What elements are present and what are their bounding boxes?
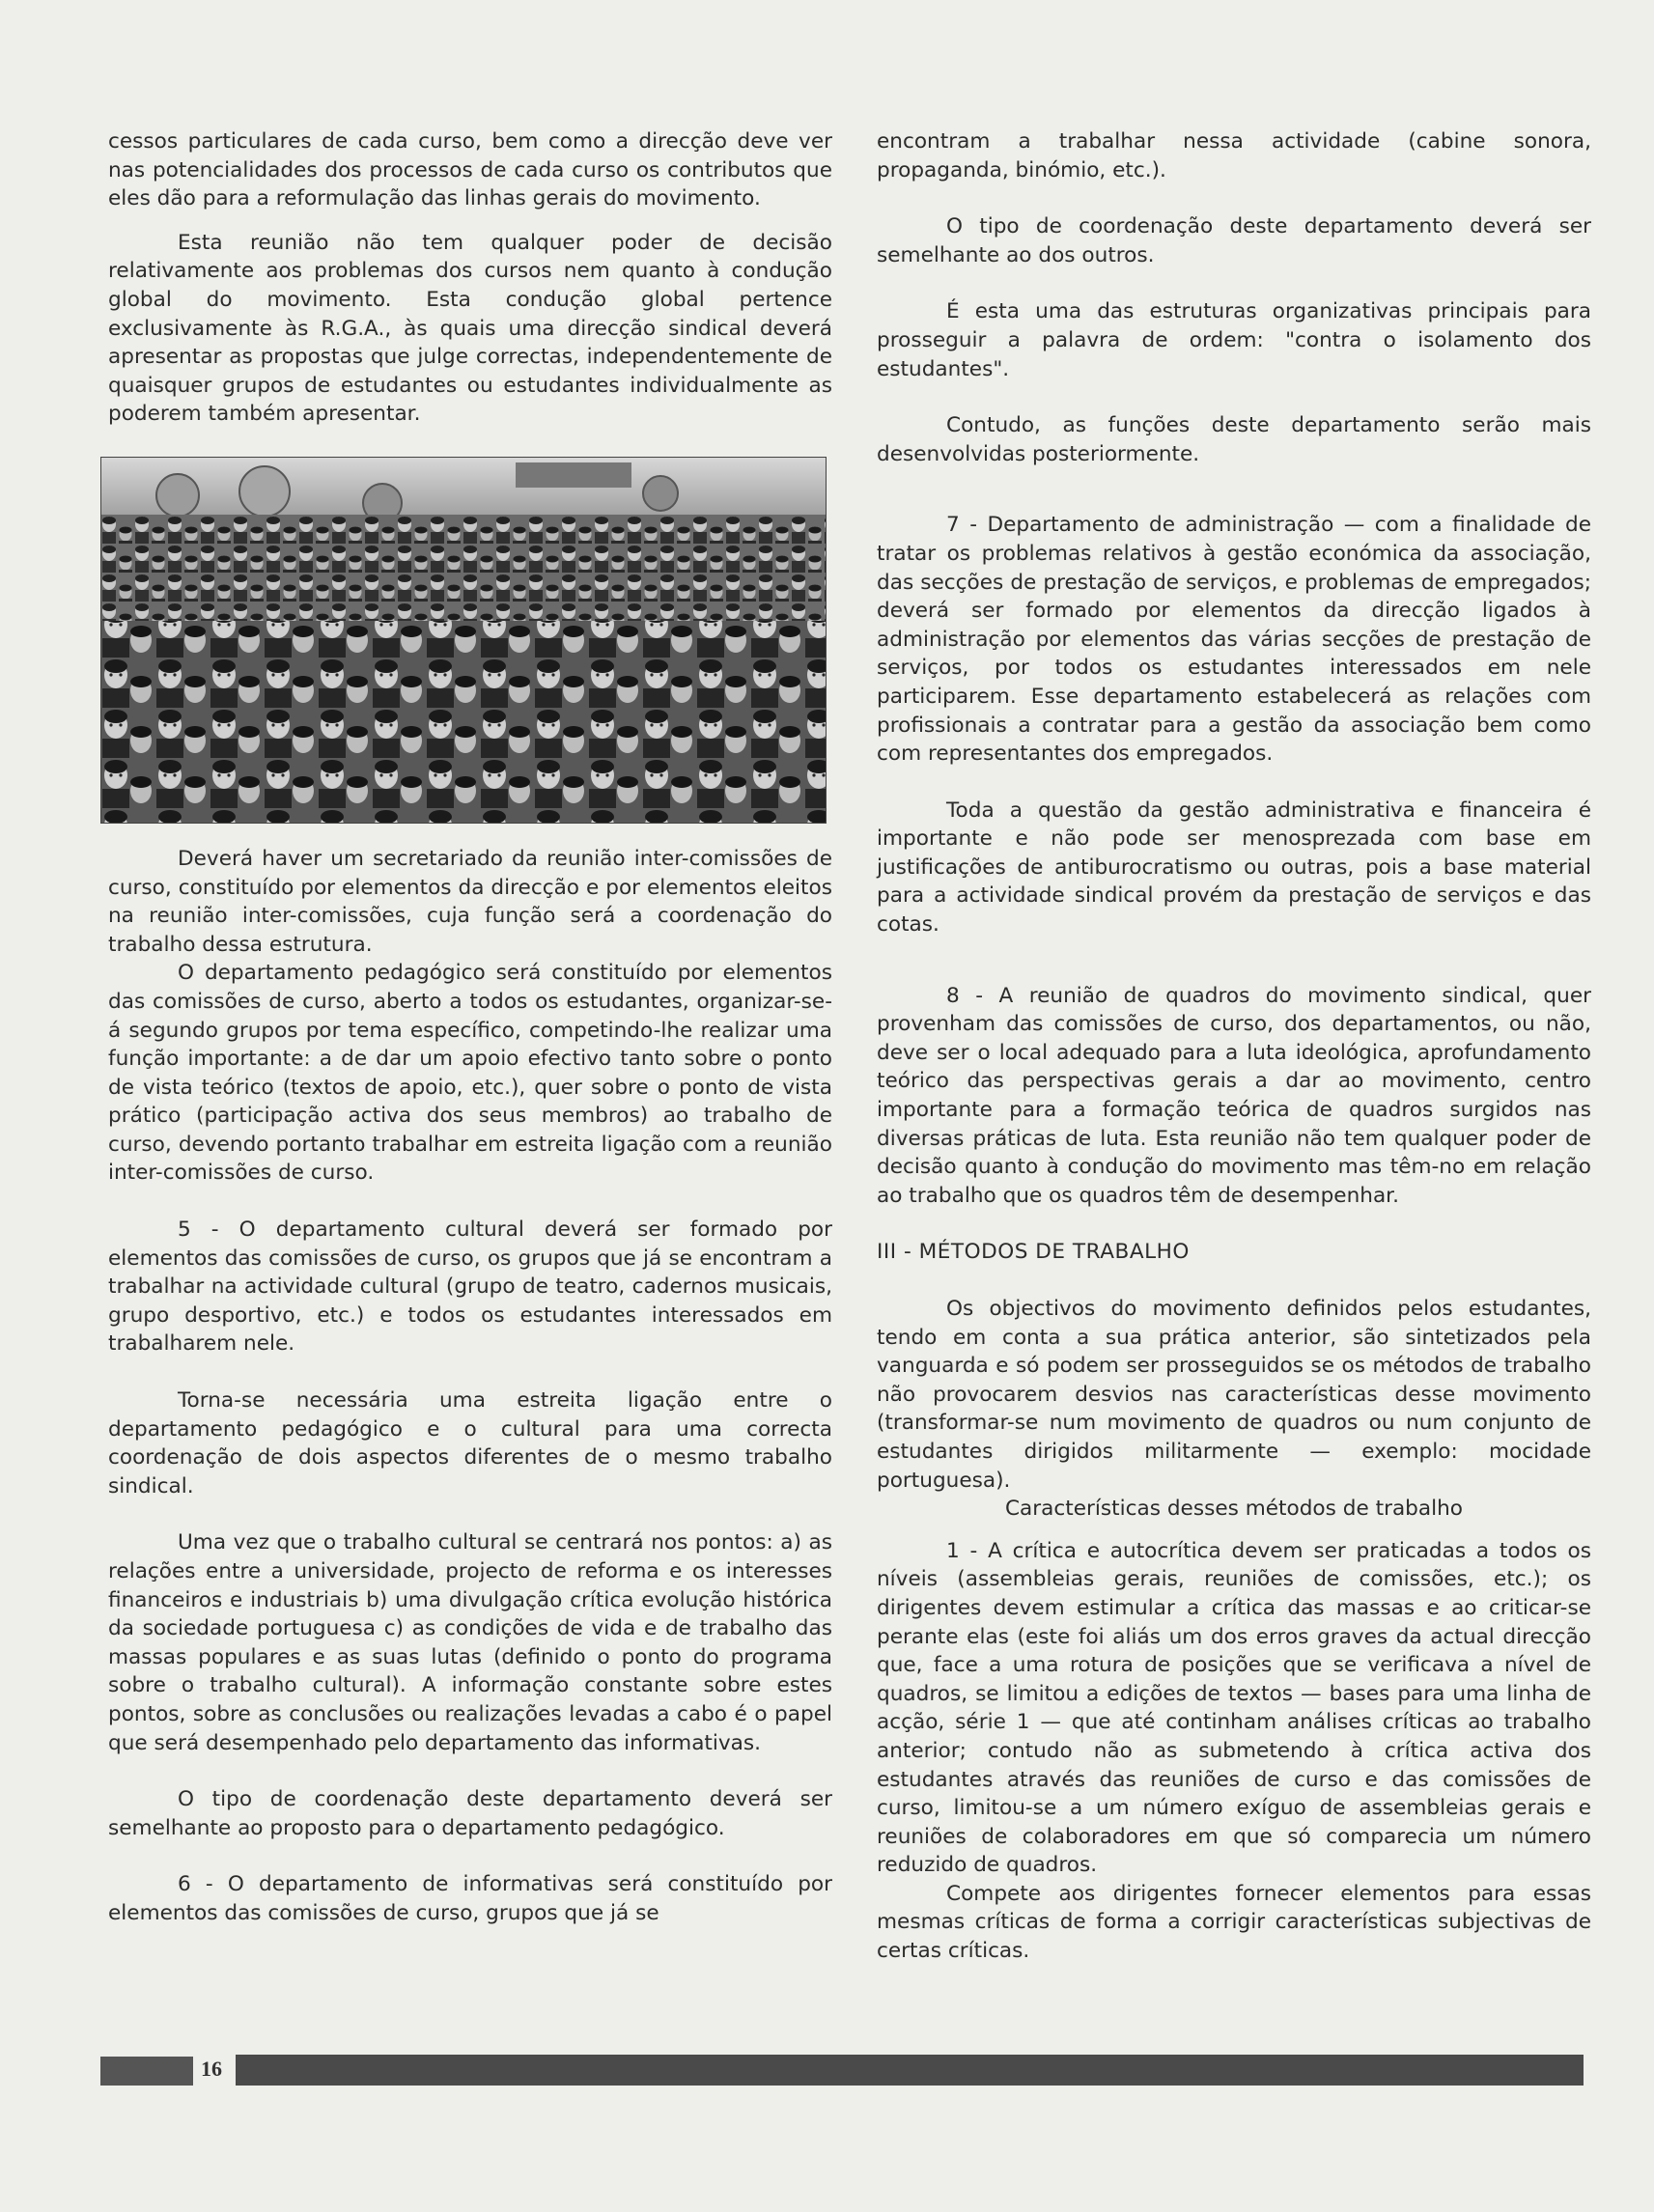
paragraph: encontram a trabalhar nessa actividade (cabine sonora, propaganda, binómio, etc.).	[877, 129, 1591, 182]
right-column	[877, 127, 1591, 1994]
left-column	[108, 127, 832, 1956]
paragraph: Esta reunião não tem qualquer poder de decisão relativamente aos problemas dos cursos nem quanto à condução global do movimento. Esta condução global pertence exclusivamente às R.G.A., às quais uma direcção sindical deverá apresentar as propostas que julge correctas, independentemente de quaisquer grupos de estudantes ou estudantes individualmente as poderem também apresentar.	[108, 230, 832, 427]
paragraph: 6 - O departamento de informativas será constituído por elementos das comissões de curso, grupos que já se	[108, 1872, 832, 1925]
page-footer	[100, 2051, 1584, 2086]
paragraph: cessos particulares de cada curso, bem como a direcção deve ver nas potencialidades dos processos de cada curso os contributos que eles dão para a reformulação das linhas gerais do movimento.	[108, 129, 832, 211]
footer-bar	[236, 2055, 1584, 2086]
paragraph: O departamento pedagógico será constituído por elementos das comissões de curso, aberto a todos os estudantes, organizar-se-á segundo grupos por tema específico, competindo-lhe realizar uma função importante: a de dar um apoio efectivo tanto sobre o ponto de vista teórico (textos de apoio, etc.), quer sobre o ponto de vista prático (participação activa dos seus membros) ao trabalho de curso, devendo portanto trabalhar em estreita ligação com a reunião inter-comissões de curso.	[108, 961, 832, 1186]
paragraph: Torna-se necessária uma estreita ligação entre o departamento pedagógico e o cultural para uma correcta coordenação de dois aspectos diferentes de o mesmo trabalho sindical.	[108, 1388, 832, 1498]
paragraph: 8 - A reunião de quadros do movimento sindical, quer provenham das comissões de curso, dos departamentos, ou não, deve ser o local adequado para a luta ideológica, aprofundamento teórico das perspectivas gerais a dar ao movimento, centro importante para a formação teórica de quadros surgidos nas diversas práticas de luta. Esta reunião não tem qualquer poder de decisão quanto à condução do movimento mas têm-no em relação ao trabalho que os quadros têm de desempenhar.	[877, 983, 1591, 1208]
paragraph: Os objectivos do movimento definidos pelos estudantes, tendo em conta a sua prática anterior, são sintetizados pela vanguarda e só podem ser prosseguidos se os métodos de trabalho não provocarem desvios nas características desse movimento (transformar-se num movimento de quadros ou num conjunto de estudantes dirigidos militarmente — exemplo: mocidade portuguesa).	[877, 1297, 1591, 1493]
subheading: Características desses métodos de trabalho	[1004, 1497, 1464, 1522]
paragraph: Toda a questão da gestão administrativa e financeira é importante e não pode ser menosprezada com base em justificações de antiburocratismo ou outras, pois a base material para a actividade sindical provém da prestação de serviços e das cotas.	[877, 798, 1591, 938]
paragraph: O tipo de coordenação deste departamento deverá ser semelhante ao proposto para o departamento pedagógico.	[108, 1787, 832, 1840]
paragraph: É esta uma das estruturas organizativas principais para prosseguir a palavra de ordem: "contra o isolamento dos estudantes".	[877, 299, 1591, 381]
paragraph: 7 - Departamento de administração — com a finalidade de tratar os problemas relativos à gestão económica da associação, das secções de prestação de serviços, e problemas de empregados; deverá ser formado por elementos da direcção ligados à administração por elementos das várias secções de prestação de serviços, por todos os estudantes interessados em nele participarem. Esse departamento estabelecerá as relações com profissionais a contratar para a gestão da associação bem como com representantes dos empregados.	[877, 513, 1591, 767]
paragraph: Deverá haver um secretariado da reunião inter-comissões de curso, constituído por elementos da direcção e por elementos eleitos na reunião inter-comissões, cuja função será a coordenação do trabalho dessa estrutura.	[108, 846, 832, 957]
crowd-photo	[100, 457, 827, 824]
paragraph: 1 - A crítica e autocrítica devem ser praticadas a todos os níveis (assembleias gerais, reuniões de comissões, etc.); os dirigentes devem estimular a crítica das massas e ao criticar-se perante elas (este foi aliás um dos erros graves da actual direcção que, face a uma rotura de posições que se verificava a nível de quadros, se limitou a edições de textos — bases para uma linha de acção, série 1 — que até continham análises críticas ao trabalho anterior; contudo não as submetendo à crítica activa dos estudantes através das reuniões de curso e das comissões de curso, limitou-se a um número exíguo de assembleias gerais e reuniões de colaboradores em que só comparecia um número reduzido de quadros.	[877, 1538, 1591, 1878]
paragraph: Contudo, as funções deste departamento serão mais desenvolvidas posteriormente.	[877, 413, 1591, 466]
paragraph: 5 - O departamento cultural deverá ser formado por elementos das comissões de curso, os grupos que já se encontram a trabalhar na actividade cultural (grupo de teatro, cadernos musicais, grupo desportivo, etc.) e todos os estudantes interessados em trabalharem nele.	[108, 1218, 832, 1357]
section-heading: III - MÉTODOS DE TRABALHO	[877, 1240, 1190, 1265]
footer-bar	[100, 2057, 193, 2086]
paragraph: Uma vez que o trabalho cultural se centrará nos pontos: a) as relações entre a universidade, projecto de reforma e os interesses financeiros e industriais b) uma divulgação crítica evolução histórica da sociedade portuguesa c) as condições de vida e de trabalho das massas populares e as suas lutas (definido o ponto do programa sobre o trabalho cultural). A informação constante sobre estes pontos, sobre as conclusões ou realizações levadas a cabo é o papel que será desempenhado pelo departamento das informativas.	[108, 1530, 832, 1755]
page-number: 16	[201, 2057, 222, 2081]
paragraph: O tipo de coordenação deste departamento deverá ser semelhante ao dos outros.	[877, 214, 1591, 267]
paragraph: Compete aos dirigentes fornecer elementos para essas mesmas críticas de forma a corrigir características subjectivas de certas críticas.	[877, 1881, 1591, 1964]
